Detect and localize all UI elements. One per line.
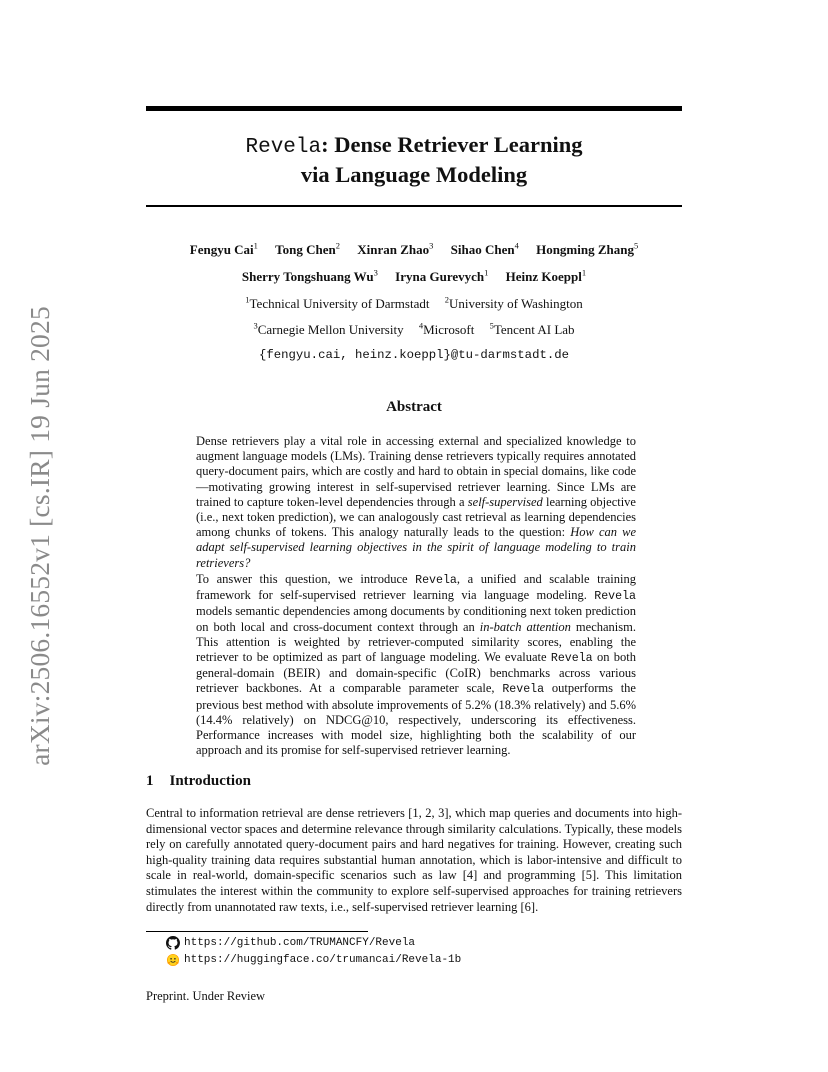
huggingface-link[interactable]: https://huggingface.co/trumancai/Revela-1b <box>184 954 462 966</box>
abstract-paragraph-1: Dense retrievers play a vital role in accessing external and specialized knowledge to augment language models (LMs). Training dense retrievers typically requires annotated query-document pairs, which are costly and hard to obtain in special domains, like code—motivating growing interest in self-supervised retriever learning. Since LMs are trained to capture token-level dependencies through a self-supervised learning objective (i.e., next token prediction), we can analogously cast retrieval as learning dependencies among chunks of tokens. This analogy naturally leads to the question: How can we adapt self-supervised learning objectives in the spirit of language modeling to train retrievers? <box>196 434 636 570</box>
title-rule-bottom <box>146 205 682 207</box>
section-heading-introduction: 1 Introduction <box>146 773 251 789</box>
affiliation: $^3$Carnegie Mellon University <box>253 321 404 338</box>
page-footer: Preprint. Under Review <box>146 989 266 1003</box>
footnote-huggingface <box>166 953 461 967</box>
affiliation: $^1$Technical University of Darmstadt <box>245 295 430 312</box>
paper-title <box>146 132 682 188</box>
author: Iryna Gurevych$^1$ <box>395 268 489 285</box>
author: Xinran Zhao$^3$ <box>357 241 434 258</box>
author: Tong Chen$^2$ <box>275 241 340 258</box>
author: Heinz Koeppl$^1$ <box>505 268 587 285</box>
affiliation-row-1 <box>146 295 682 312</box>
github-icon <box>166 936 180 950</box>
introduction-paragraph: Central to information retrieval are dense retrievers [1, 2, 3], which map queries and documents into high-dimensional vector spaces and determine relevance through similarity calculations. Typically, these models rely on carefully annotated query-document pairs and hard negatives for training. However, creating such high-quality training data requires substantial human annotation, which is labor-intensive and difficult to scale in real-world, domain-specific scenarios such as law [4] and programming [5]. This limitation stimulates the interest within the community to explore self-supervised approaches for training retrievers directly from unannotated raw texts, i.e., self-supervised retriever learning [6]. <box>146 806 682 914</box>
author: Sherry Tongshuang Wu$^3$ <box>241 268 378 285</box>
author-email[interactable]: {fengyu.cai, heinz.koeppl}@tu-darmstadt.de <box>259 348 569 362</box>
arxiv-stamp: arXiv:2506.16552v1 [cs.IR] 19 Jun 2025 <box>24 306 55 766</box>
title-revela: Revela <box>245 136 322 159</box>
footnote-rule <box>146 931 368 932</box>
affiliation: $^5$Tencent AI Lab <box>489 321 575 338</box>
author: Fengyu Cai$^1$ <box>189 241 258 258</box>
author-row-2 <box>146 268 682 285</box>
abstract-paragraph-2: To answer this question, we introduce Revela, a unified and scalable training framework for self-supervised retriever learning via language modeling. Revela models semantic dependencies among documents by conditioning next token prediction on both local and cross-document context through an in-batch attention mechanism. This attention is weighted by retriever-computed similarity scores, enabling the retriever to be optimized as part of language modeling. We evaluate Revela on both general-domain (BEIR) and domain-specific (CoIR) benchmarks across various retriever backbones. At a comparable parameter scale, Revela outperforms the previous best method with absolute improvements of 5.2% (18.3% relatively) and 5.6% (14.4% relatively) on NDCG@10, respectively, underscoring its effectiveness. Performance increases with model size, highlighting both the scalability of our approach and its promise for self-supervised retriever learning. <box>196 572 636 758</box>
affiliation-row-2 <box>146 321 682 338</box>
title-line1: : Dense Retriever Learning <box>321 132 583 157</box>
affiliation: $^2$University of Washington <box>444 295 583 312</box>
abstract-heading: Abstract <box>386 399 442 415</box>
title-line2: via Language Modeling <box>300 161 528 187</box>
huggingface-icon <box>166 953 180 967</box>
author: Hongming Zhang$^5$ <box>536 241 639 258</box>
footnote-github <box>166 936 415 950</box>
author: Sihao Chen$^4$ <box>450 241 519 258</box>
affiliation: $^4$Microsoft <box>418 321 475 338</box>
author-row-1 <box>146 241 682 258</box>
title-rule-top <box>146 106 682 111</box>
github-link[interactable]: https://github.com/TRUMANCFY/Revela <box>184 937 416 949</box>
